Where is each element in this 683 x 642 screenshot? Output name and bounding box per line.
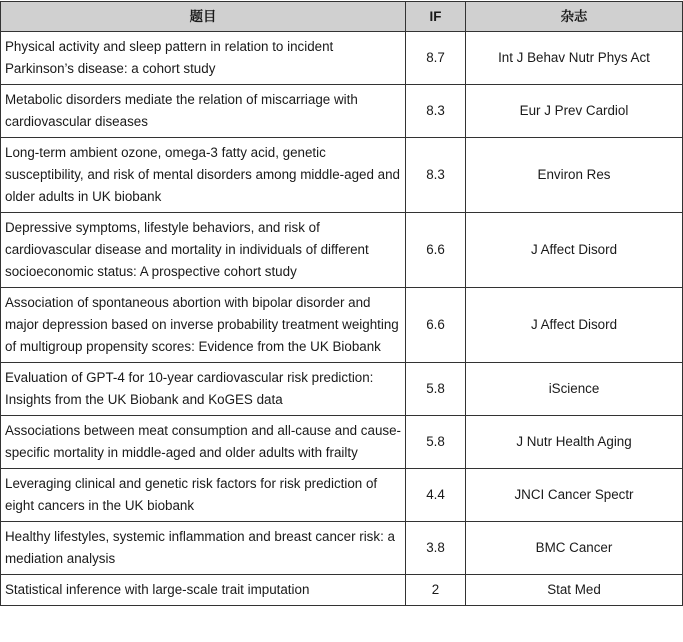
paper-title: Statistical inference with large-scale trait imputation xyxy=(1,575,406,606)
header-row xyxy=(1,2,683,32)
table-row xyxy=(1,522,683,575)
journal-name: Stat Med xyxy=(466,575,683,606)
journal-name: J Affect Disord xyxy=(466,213,683,288)
impact-factor: 2 xyxy=(406,575,466,606)
journal-name: Int J Behav Nutr Phys Act xyxy=(466,32,683,85)
journal-name: iScience xyxy=(466,363,683,416)
impact-factor: 3.8 xyxy=(406,522,466,575)
column-header-if: IF xyxy=(406,2,466,32)
journal-name: J Affect Disord xyxy=(466,288,683,363)
table-row xyxy=(1,85,683,138)
table-row xyxy=(1,575,683,606)
impact-factor: 6.6 xyxy=(406,213,466,288)
impact-factor: 5.8 xyxy=(406,363,466,416)
paper-title: Physical activity and sleep pattern in relation to incident Parkinson’s disease: a cohort study xyxy=(1,32,406,85)
table-row xyxy=(1,138,683,213)
paper-title: Depressive symptoms, lifestyle behaviors, and risk of cardiovascular disease and mortality in individuals of different socioeconomic status: A prospective cohort study xyxy=(1,213,406,288)
journal-name: BMC Cancer xyxy=(466,522,683,575)
paper-title: Long-term ambient ozone, omega-3 fatty acid, genetic susceptibility, and risk of mental disorders among middle-aged and older adults in UK biobank xyxy=(1,138,406,213)
impact-factor: 5.8 xyxy=(406,416,466,469)
journal-name: Environ Res xyxy=(466,138,683,213)
table-row xyxy=(1,416,683,469)
table-row xyxy=(1,213,683,288)
table-row xyxy=(1,363,683,416)
column-header-journal: 杂志 xyxy=(466,2,683,32)
paper-title: Metabolic disorders mediate the relation of miscarriage with cardiovascular diseases xyxy=(1,85,406,138)
paper-title: Evaluation of GPT-4 for 10-year cardiovascular risk prediction: Insights from the UK Biobank and KoGES data xyxy=(1,363,406,416)
column-header-title: 题目 xyxy=(1,2,406,32)
journal-name: Eur J Prev Cardiol xyxy=(466,85,683,138)
journal-name: J Nutr Health Aging xyxy=(466,416,683,469)
impact-factor: 6.6 xyxy=(406,288,466,363)
paper-title: Leveraging clinical and genetic risk factors for risk prediction of eight cancers in the UK biobank xyxy=(1,469,406,522)
impact-factor: 8.7 xyxy=(406,32,466,85)
paper-title: Association of spontaneous abortion with bipolar disorder and major depression based on inverse probability treatment weighting of multigroup propensity scores: Evidence from the UK Biobank xyxy=(1,288,406,363)
table-row xyxy=(1,288,683,363)
impact-factor: 8.3 xyxy=(406,85,466,138)
impact-factor: 4.4 xyxy=(406,469,466,522)
paper-title: Associations between meat consumption and all-cause and cause-specific mortality in middle-aged and older adults with frailty xyxy=(1,416,406,469)
impact-factor: 8.3 xyxy=(406,138,466,213)
paper-title: Healthy lifestyles, systemic inflammation and breast cancer risk: a mediation analysis xyxy=(1,522,406,575)
table-row xyxy=(1,469,683,522)
table-row xyxy=(1,32,683,85)
papers-table xyxy=(0,1,683,606)
journal-name: JNCI Cancer Spectr xyxy=(466,469,683,522)
